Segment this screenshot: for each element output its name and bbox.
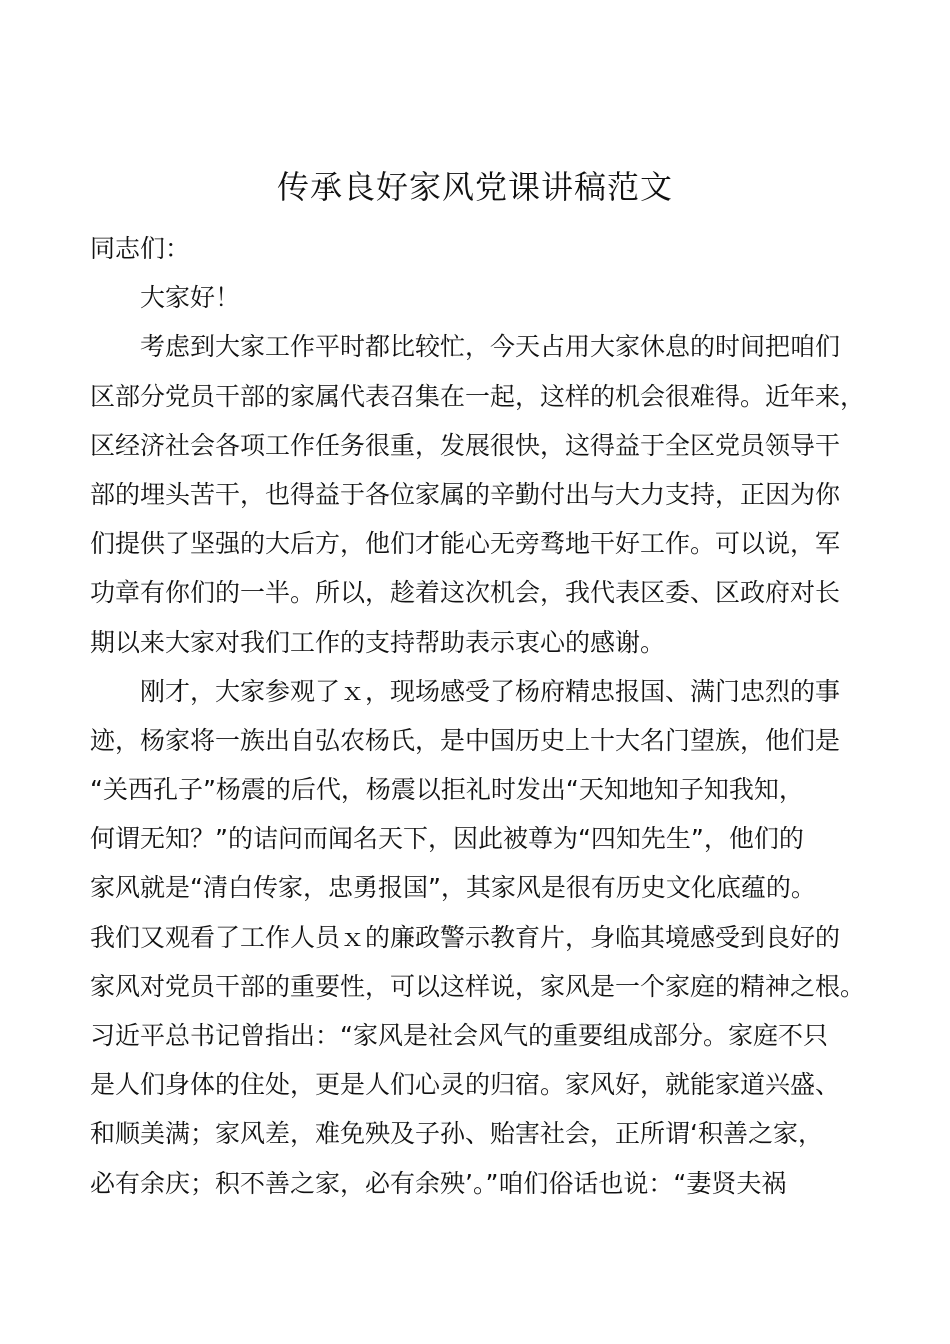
paragraph-2-line-1: 刚才，大家参观了ｘ，现场感受了杨府精忠报国、满门忠烈的事 [140, 676, 841, 706]
paragraph-2-line-7: 家风对党员干部的重要性，可以这样说，家风是一个家庭的精神之根。 [90, 971, 866, 1001]
paragraph-2-line-9: 是人们身体的住处，更是人们心灵的归宿。家风好，就能家道兴盛、 [90, 1070, 841, 1100]
paragraph-1-line-4: 部的埋头苦干，也得益于各位家属的辛勤付出与大力支持，正因为你 [90, 479, 841, 509]
paragraph-1-line-6: 功章有你们的一半。所以，趁着这次机会，我代表区委、区政府对长 [90, 578, 841, 608]
paragraph-1-line-5: 们提供了坚强的大后方，他们才能心无旁骛地干好工作。可以说，军 [90, 529, 841, 559]
paragraph-1-line-1: 考虑到大家工作平时都比较忙，今天占用大家休息的时间把咱们 [140, 332, 841, 362]
document-title: 传承良好家风党课讲稿范文 [276, 168, 673, 206]
greeting-line: 大家好！ [140, 283, 241, 313]
paragraph-2-line-8: 习近平总书记曾指出：“家风是社会风气的重要组成部分。家庭不只 [90, 1021, 828, 1050]
paragraph-1-line-7: 期以来大家对我们工作的支持帮助表示衷心的感谢。 [90, 627, 666, 657]
paragraph-2-line-5: 家风就是“清白传家，忠勇报国”，其家风是很有历史文化底蕴的。 [90, 873, 816, 903]
paragraph-2-line-6: 我们又观看了工作人员ｘ的廉政警示教育片，身临其境感受到良好的 [90, 922, 841, 952]
document-body [90, 224, 880, 1208]
paragraph-2-line-11: 必有余庆；积不善之家，必有余殃’。”咱们俗话也说：“妻贤夫祸 [90, 1168, 787, 1198]
paragraph-2-line-3: “关西孔子”杨震的后代，杨震以拒礼时发出“天知地知子知我知， [90, 775, 804, 805]
paragraph-1-line-2: 区部分党员干部的家属代表召集在一起，这样的机会很难得。近年来， [90, 381, 866, 411]
salutation-line: 同志们： [90, 234, 191, 263]
paragraph-2-line-2: 迹，杨家将一族出自弘农杨氏，是中国历史上十大名门望族，他们是 [90, 725, 841, 755]
paragraph-2-line-10: 和顺美满；家风差，难免殃及子孙、贻害社会，正所谓‘积善之家， [90, 1119, 823, 1149]
paragraph-1-line-3: 区经济社会各项工作任务很重，发展很快，这得益于全区党员领导干 [90, 430, 841, 460]
paragraph-2-line-4: 何谓无知？”的诘问而闻名天下，因此被尊为“四知先生”，他们的 [90, 824, 804, 854]
